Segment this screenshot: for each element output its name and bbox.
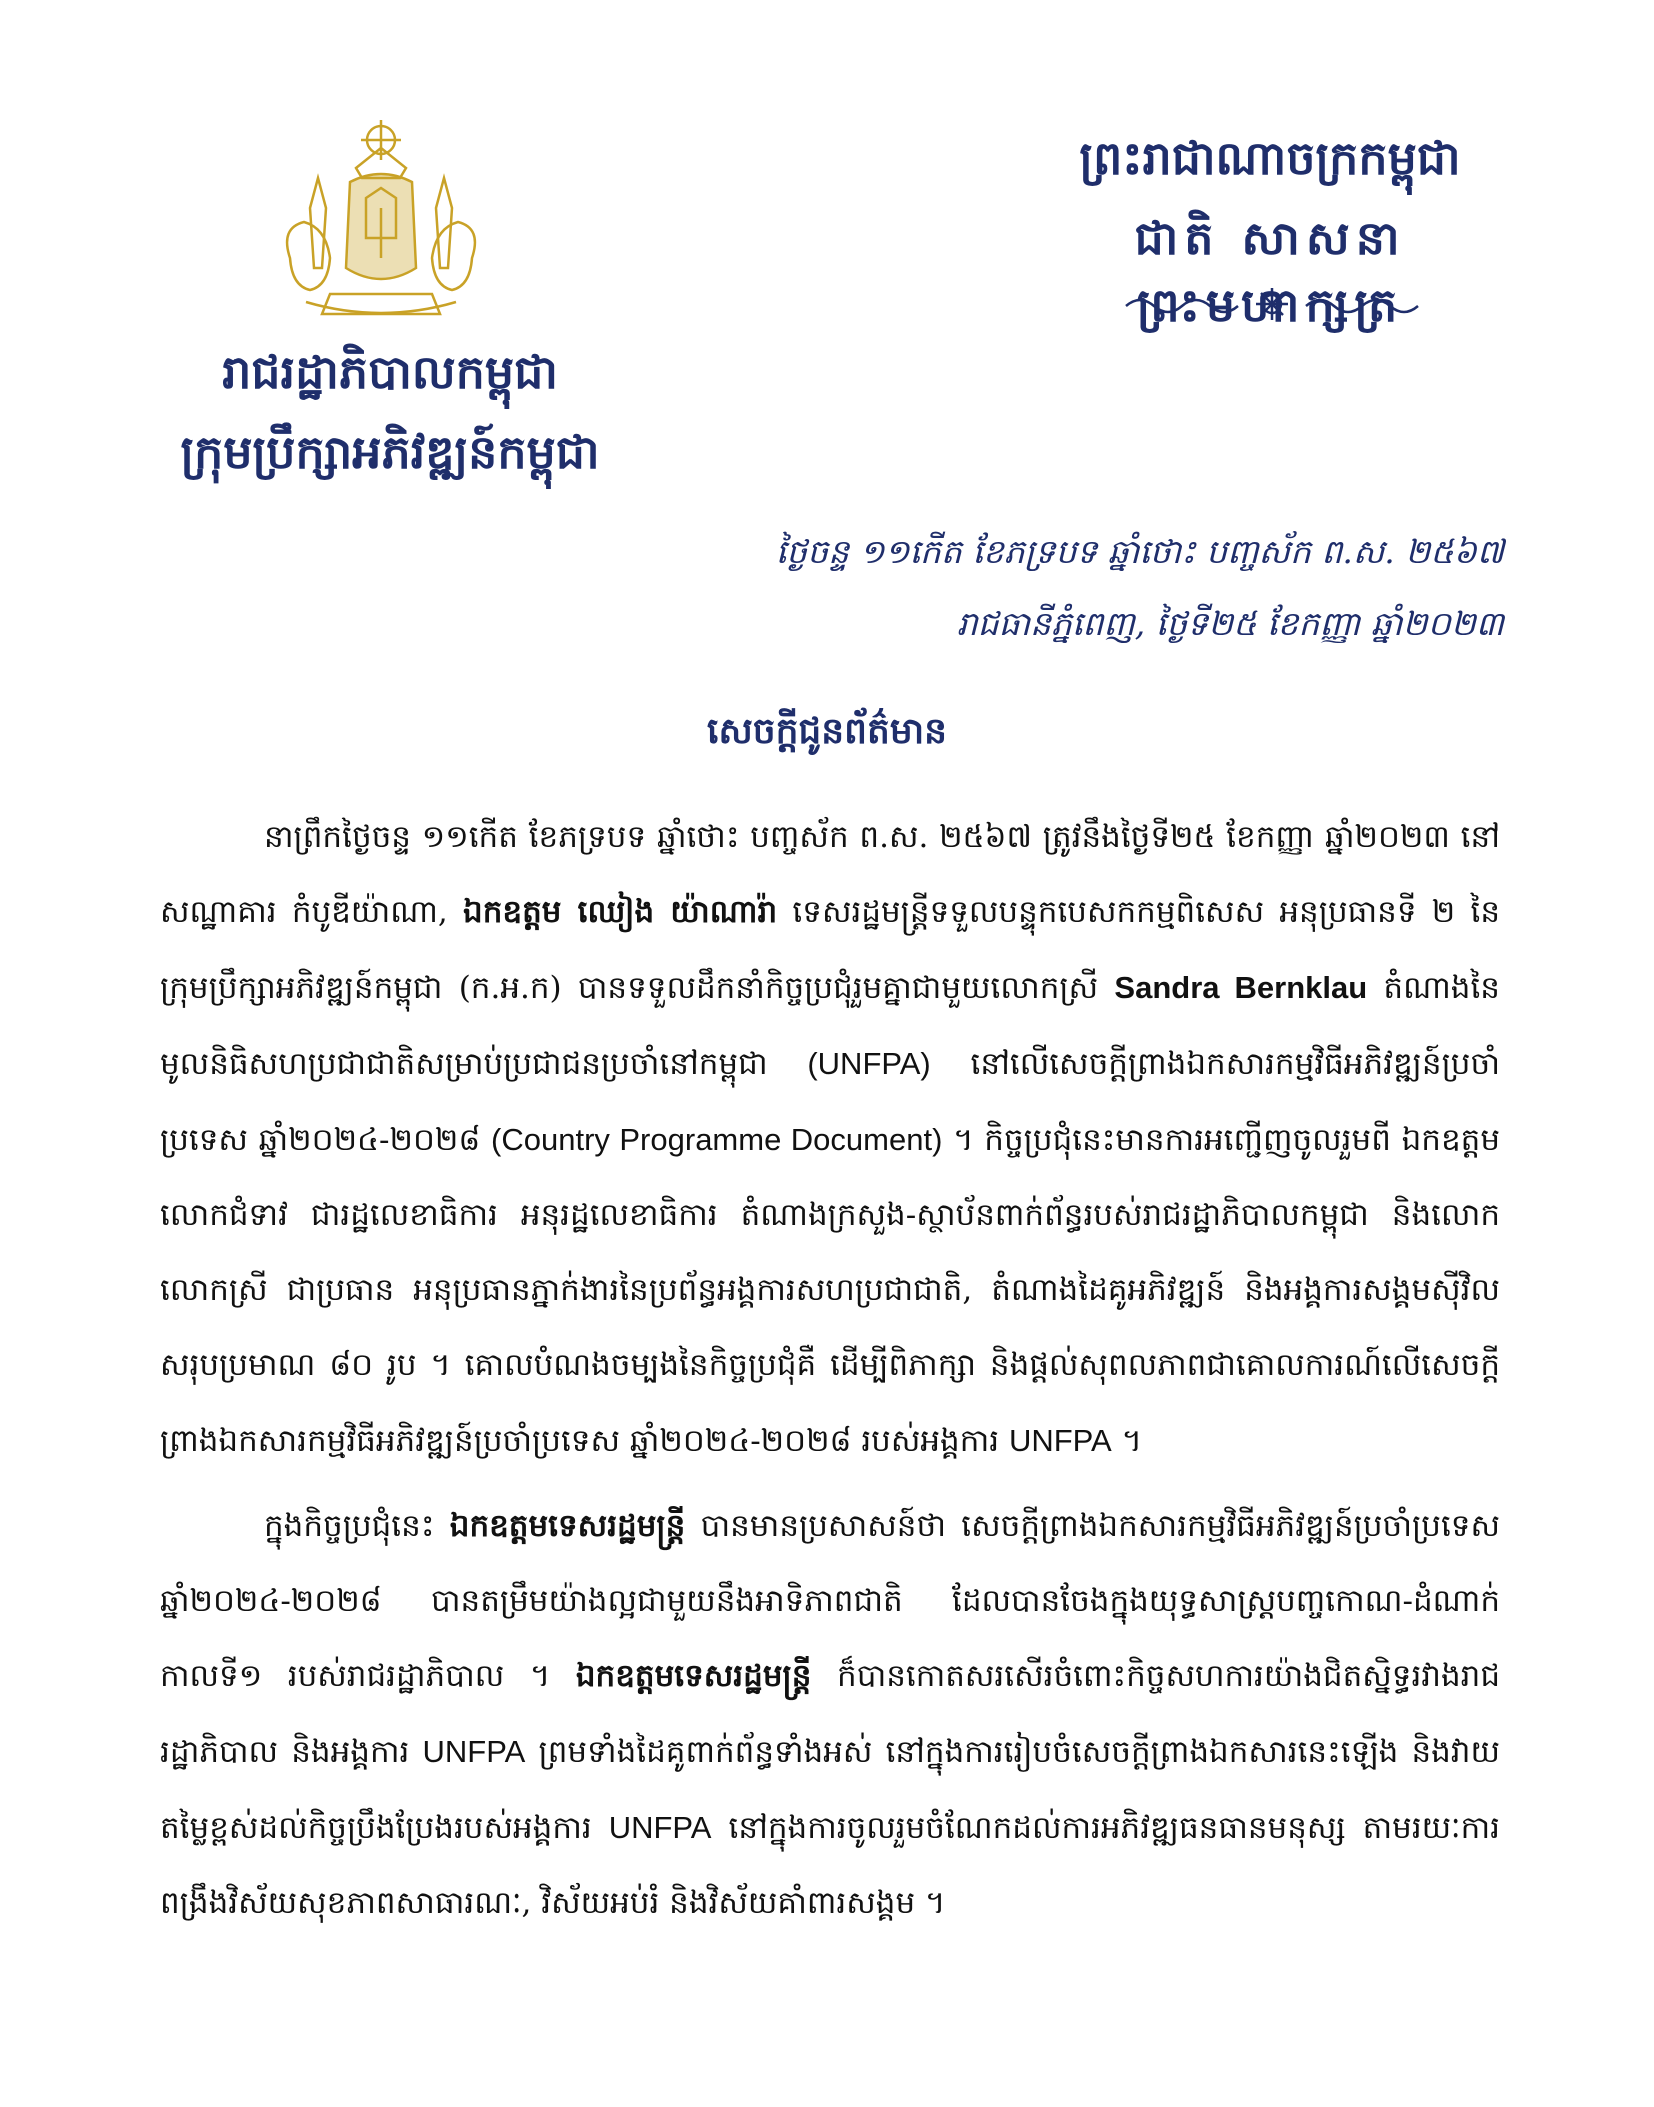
text-segment: ។ កិច្ចប្រជុំនេះមានការអញ្ជើញចូលរួមពី ឯកឧត្តម លោកជំទាវ ជារដ្ឋលេខាធិការ អនុរដ្ឋលេខាធិការ តំណាងក្រសួង-ស្ថាប័នពាក់ព័ន្ធរបស់រាជរដ្ឋាភិបាលកម្ពុជា និងលោក លោកស្រី ជាប្រធាន អនុប្រធានភ្នាក់ងារនៃប្រព័ន្ធអង្គការសហប្រជាជាតិ, តំណាងដៃគូអភិវឌ្ឍន៍ និងអង្គការសង្គមស៊ីវិល សរុបប្រមាណ ៨០ រូប ។ គោលបំណងចម្បងនៃកិច្ចប្រជុំគឺ ដើម្បីពិភាក្សា និងផ្តល់សុពលភាពជាគោលការណ៍លើសេចក្តីព្រាងឯកសារកម្មវិធីអភិវឌ្ឍន៍ប្រចាំប្រទេស ឆ្នាំ២០២៤-២០២៨ របស់អង្គការ bbox=[160, 1122, 1500, 1459]
paragraph-2 bbox=[160, 1489, 1500, 1941]
royal-emblem-icon bbox=[270, 118, 492, 336]
representative-name: Sandra Bernklau bbox=[1114, 970, 1368, 1005]
text-segment: ក្នុងកិច្ចប្រជុំនេះ bbox=[264, 1508, 450, 1544]
kingdom-heading: ព្រះរាជាណាចក្រកម្ពុជា bbox=[1079, 131, 1461, 185]
council-heading: ក្រុមប្រឹក្សាអភិវឌ្ឍន៍កម្ពុជា bbox=[180, 425, 600, 479]
official-name: ឯកឧត្តម ឈៀង យ៉ាណារ៉ា bbox=[463, 894, 778, 930]
text-segment: ។ bbox=[1111, 1423, 1143, 1459]
official-title: ឯកឧត្តមទេសរដ្ឋមន្ត្រី bbox=[575, 1658, 812, 1694]
text-segment: តំណាងនៃមូលនិធិសហប្រជាជាតិសម្រាប់ប្រជាជនប្រចាំនៅកម្ពុជា bbox=[160, 970, 1500, 1082]
unfpa-label: UNFPA bbox=[422, 1734, 526, 1769]
text-segment: បានមានប្រសាសន៍ថា សេចក្តីព្រាងឯកសារកម្មវិធីអភិវឌ្ឍន៍ប្រចាំប្រទេស ឆ្នាំ២០២៤-២០២៨ បានតម្រឹមយ៉ាងល្អជាមួយនឹងអាទិភាពជាតិ ដែលបានចែងក្នុងយុទ្ធសាស្ត្របញ្ចកោណ-ដំណាក់កាលទី១ របស់រាជរដ្ឋាភិបាល ។ bbox=[160, 1508, 1501, 1694]
lunar-date: ថ្ងៃចន្ទ ១១កើត ខែភទ្របទ ឆ្នាំថោះ បញ្ចស័ក ព.ស. ២៥៦៧ bbox=[775, 532, 1504, 571]
text-segment: ក៏បានកោតសរសើរចំពោះកិច្ចសហការយ៉ាងជិតស្និទ្ធរវាងរាជរដ្ឋាភិបាល និងអង្គការ bbox=[160, 1658, 1500, 1770]
document-title: សេចក្តីជូនព័ត៌មាន bbox=[707, 710, 947, 752]
text-segment: ព្រមទាំងដៃគូពាក់ព័ន្ធទាំងអស់ នៅក្នុងការរៀបចំសេចក្តីព្រាងឯកសារនេះឡើង និងវាយតម្លៃខ្ពស់ដល់កិច្ចប្រឹងប្រែងរបស់អង្គការ bbox=[160, 1734, 1500, 1846]
official-title: ឯកឧត្តមទេសរដ្ឋមន្ត្រី bbox=[449, 1508, 686, 1544]
ornament-divider-icon bbox=[1122, 284, 1422, 324]
solar-date: រាជធានីភ្នំពេញ, ថ្ងៃទី២៥ ខែកញ្ញា ឆ្នាំ២០២៣ bbox=[956, 604, 1504, 643]
document-body bbox=[160, 800, 1500, 1941]
unfpa-label: UNFPA bbox=[608, 1810, 712, 1845]
government-heading: រាជរដ្ឋាភិបាលកម្ពុជា bbox=[222, 345, 558, 399]
text-segment: នាព្រឹកថ្ងៃចន្ទ ១១កើត ខែភទ្របទ ឆ្នាំថោះ បញ្ចស័ក ព.ស. ២៥៦៧ ត្រូវនឹងថ្ងៃទី២៥ ខែកញ្ញា ឆ្នាំ២០២៣ នៅសណ្ឋាគារ កំបូឌីយ៉ាណា, bbox=[160, 819, 1500, 930]
text-segment: នៅក្នុងការចូលរួមចំណែកដល់ការអភិវឌ្ឍធនធានមនុស្ស តាមរយៈការពង្រឹងវិស័យសុខភាពសាធារណៈ, វិស័យអប់រំ និងវិស័យគាំពារសង្គម ។ bbox=[160, 1810, 1500, 1921]
text-segment: ទេសរដ្ឋមន្ត្រីទទួលបន្ទុកបេសកកម្មពិសេស អនុប្រធានទី ២ នៃក្រុមប្រឹក្សាអភិវឌ្ឍន៍កម្ពុជា (ក.អ.ក) បានទទួលដឹកនាំកិច្ចប្រជុំរួមគ្នាជាមួយលោកស្រី bbox=[160, 894, 1501, 1006]
cpd-label: (Country Programme Document) bbox=[491, 1122, 943, 1157]
unfpa-label: UNFPA bbox=[1008, 1423, 1112, 1458]
paragraph-1 bbox=[160, 800, 1500, 1479]
national-motto: ជាតិ សាសនា ព្រះមហាក្សត្រ bbox=[1134, 211, 1406, 332]
text-segment: នៅលើសេចក្តីព្រាងឯកសារកម្មវិធីអភិវឌ្ឍន៍ប្រចាំប្រទេស ឆ្នាំ២០២៤-២០២៨ bbox=[160, 1046, 1500, 1158]
unfpa-label: (UNFPA) bbox=[807, 1046, 931, 1081]
